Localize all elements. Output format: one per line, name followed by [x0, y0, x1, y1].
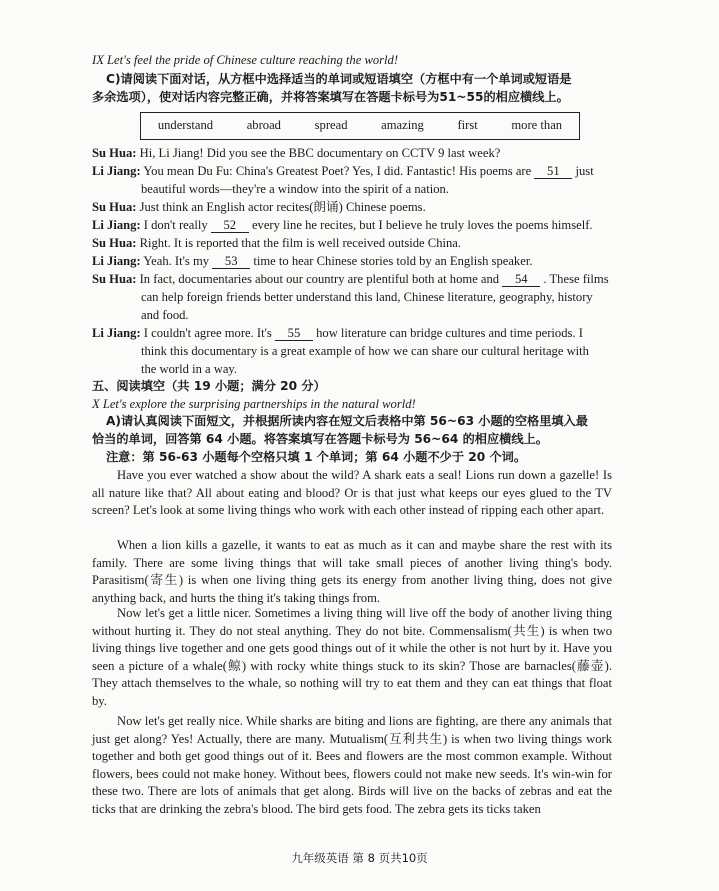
passage-paragraph: When a lion kills a gazelle, it wants to eat as much as it can and maybe share the rest with its family. There are some living things that will take small pieces of another living thing's body. Parasitism(寄生) is when one living thing gets its energy from another living thing, does not give anything back, and hurts the thing it's taking things from. — [92, 538, 612, 605]
dialog-text: . These films — [543, 272, 609, 286]
dialog-line — [92, 271, 609, 289]
instruction-note: 注意：第 56-63 小题每个空格只填 1 个单词；第 64 小题不少于 20 个词。 — [106, 450, 527, 464]
speaker-label: Su Hua: — [92, 146, 137, 160]
speaker-label: Su Hua: — [92, 236, 137, 250]
dialog-line — [92, 253, 532, 271]
dialog-line — [92, 235, 461, 253]
dialog-text: how literature can bridge cultures and time periods. I — [316, 326, 583, 340]
word-options-box — [140, 112, 580, 140]
dialog-continuation: beautiful words—they're a window into the spirit of a nation. — [141, 182, 449, 196]
dialog-text: I don't really — [143, 218, 208, 232]
dialog-text: Just think an English actor recites(朗诵) Chinese poems. — [139, 200, 426, 214]
dialog-continuation: and food. — [141, 308, 189, 322]
speaker-label: Li Jiang: — [92, 218, 141, 232]
passage-paragraph: Have you ever watched a show about the wild? A shark eats a seal! Lions run down a gazelle! Is all nature like that? All about eating and blood? Or is that just what keeps our eyes glued to the TV screen? Let's look at some living things who work with each other instead of ripping each other apart. — [92, 468, 612, 518]
dialog-line — [92, 145, 500, 163]
dialog-line — [92, 163, 594, 181]
speaker-label: Su Hua: — [92, 200, 137, 214]
passage-paragraph: Now let's get really nice. While sharks are biting and lions are fighting, are there any animals that just get along? Yes! Actually, there are many. Mutualism(互利共生) is when two living things work together and both get good things out of it. Bees and flowers are the most common example. Without flowers, bees could not make honey. Without bees, flowers could not make new seeds. It's win-win for these two. There are lots of animals that get along. Birds will live on the backs of zebras and eat the ticks that are drinking the zebra's blood. The bird gets food. The zebra gets its ticks taken — [92, 714, 612, 816]
word-option: more than — [511, 118, 563, 133]
speaker-label: Li Jiang: — [92, 164, 141, 178]
dialog-text: time to hear Chinese stories told by an English speaker. — [253, 254, 533, 268]
dialog-line — [92, 325, 583, 343]
dialog-text: just — [575, 164, 594, 178]
dialog-text: Hi, Li Jiang! Did you see the BBC documentary on CCTV 9 last week? — [139, 146, 501, 160]
speaker-label: Su Hua: — [92, 272, 137, 286]
dialog-text: every line he recites, but I believe he truly loves the poems himself. — [251, 218, 593, 232]
word-option: amazing — [381, 118, 424, 133]
dialog-continuation: the world in a way. — [141, 362, 238, 376]
dialog-line — [92, 199, 426, 217]
word-option: understand — [157, 118, 214, 133]
word-option: abroad — [246, 118, 281, 133]
word-option: first — [457, 118, 478, 133]
instruction-c-line2: 多余选项），使对话内容完整正确，并将答案填写在答题卡标号为51~55的相应横线上。 — [92, 90, 569, 104]
page-footer: 九年级英语 第 8 页共10页 — [291, 851, 428, 865]
speaker-label: Li Jiang: — [92, 254, 141, 268]
instruction-c-line1: C)请阅读下面对话，从方框中选择适当的单词或短语填空（方框中有一个单词或短语是 — [106, 72, 572, 86]
dialog-text: I couldn't agree more. It's — [143, 326, 272, 340]
instruction-a-line1: A)请认真阅读下面短文，并根据所读内容在短文后表格中第 56~63 小题的空格里填入最 — [106, 414, 588, 428]
dialog-text: You mean Du Fu: China's Greatest Poet? Yes, I did. Fantastic! His poems are — [143, 164, 532, 178]
answer-blank-55[interactable]: 55 — [275, 326, 313, 341]
word-option: spread — [314, 118, 348, 133]
section-5-title: 五、阅读填空（共 19 小题；满分 20 分） — [92, 379, 326, 393]
answer-blank-54[interactable]: 54 — [502, 272, 540, 287]
dialog-text: Yeah. It's my — [143, 254, 210, 268]
speaker-label: Li Jiang: — [92, 326, 141, 340]
dialog-continuation: can help foreign friends better understand this land, Chinese literature, geography, history — [141, 290, 593, 304]
dialog-line — [92, 217, 593, 235]
passage-paragraph: Now let's get a little nicer. Sometimes a living thing will live off the body of another living thing without hurting it. They do not steal anything. They do not bite. Commensalism(共生) is when two living things live together and one gets good things out of it while the other is not hurt by it. Have you seen a picture of a whale(鲸) with rocky white things stuck to its skin? Those are barnacles(藤壶). They attach themselves to the whale, so nothing will try to eat them and they can eat things that float by. — [92, 606, 612, 708]
dialog-text: In fact, documentaries about our country are plentiful both at home and — [139, 272, 500, 286]
answer-blank-51[interactable]: 51 — [534, 164, 572, 179]
section-ix-title: IX Let's feel the pride of Chinese culture reaching the world! — [92, 53, 399, 67]
dialog-continuation: think this documentary is a great example of how we can share our cultural heritage with — [141, 344, 589, 358]
dialog-text: Right. It is reported that the film is well received outside China. — [139, 236, 462, 250]
section-x-title: X Let's explore the surprising partnerships in the natural world! — [92, 397, 416, 411]
answer-blank-52[interactable]: 52 — [211, 218, 249, 233]
instruction-a-line2: 恰当的单词，回答第 64 小题。将答案填写在答题卡标号为 56~64 的相应横线上。 — [92, 432, 548, 446]
answer-blank-53[interactable]: 53 — [212, 254, 250, 269]
